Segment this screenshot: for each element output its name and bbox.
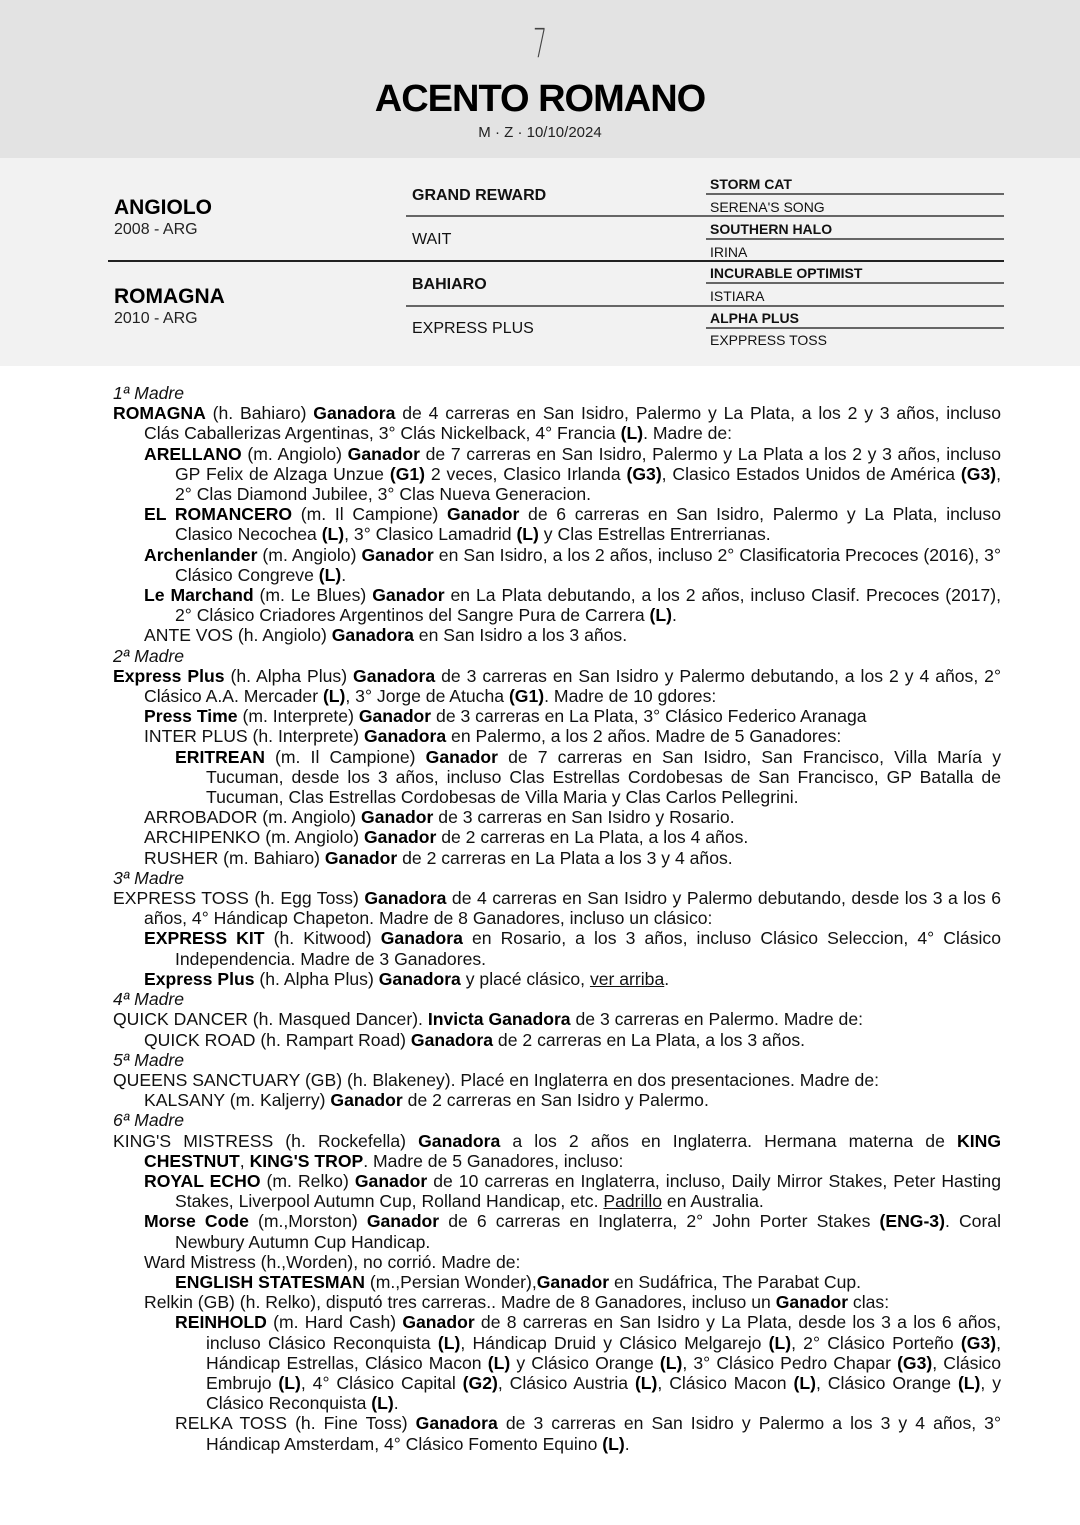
text: RUSHER (m. Bahiaro) [144,847,325,868]
bold-text: Ganador [330,1090,403,1111]
text: , 3° Jorge de Atucha [345,686,509,707]
text: QUICK DANCER (h. Masqued Dancer). [113,1009,428,1030]
text: . [393,1393,399,1414]
cross-reference-link[interactable]: ver arriba [589,968,665,989]
generation-label: 6ª Madre [113,1110,185,1131]
bold-text: (L) [437,1332,461,1353]
text: de 4 carreras en San Isidro, Palermo y La Plata, a los 2 y 3 años, incluso Clás Caballerizas Argentinas, 3° Clás Nickelback, 4° Francia [144,403,1002,444]
generation-label: 4ª Madre [113,989,185,1010]
bold-text: Ganador [366,1211,440,1232]
great-grandparent-2: SERENA'S SONG [710,199,825,215]
bold-text: (L) [516,524,539,545]
bold-text: ARELLANO [144,443,242,464]
bold-text: Ganador [361,544,434,565]
text: en Sudáfrica, The Parabat Cup. [609,1271,862,1292]
bold-text: Express Plus [113,665,225,686]
grandparent-dam-sire: BAHIARO [412,276,487,293]
dam-cell [114,285,225,329]
family-entry [113,969,1001,989]
bold-text: ERITREAN [175,746,265,767]
text: (m. Relko) [260,1170,355,1191]
bold-text: Morse Code [144,1211,249,1232]
text: INTER PLUS (h. Interprete) [144,726,364,747]
text: de 2 carreras en La Plata, a los 3 años. [493,1029,806,1050]
family-entry [113,1090,1001,1110]
bold-text: Ganador [361,807,434,828]
bold-text: (G2) [462,1372,498,1393]
text: , 2° Clásico Porteño [791,1332,961,1353]
great-grandparent-1: STORM CAT [710,176,792,192]
text: . Coral Newbury Autumn Cup Handicap. [175,1211,1001,1252]
sire-info: 2008 - ARG [114,221,198,238]
family-entry [113,807,1001,827]
bold-text: (L) [321,524,345,545]
bold-text: (L) [649,605,672,626]
text: , [239,1150,250,1171]
bold-text: Ganadora [364,726,447,747]
family-entry [113,1272,1001,1292]
dam-name: ROMAGNA [114,285,225,308]
text: , 3° Clásico Pedro Chapar [682,1352,898,1373]
bold-text: Express Plus [144,968,255,989]
bold-text: Archenlander [144,544,258,565]
bold-text: (L) [318,564,342,585]
text: (m. Angiolo) [241,443,348,464]
bold-text: Ganador [354,1170,428,1191]
great-grandparent-6: ISTIARA [710,288,765,304]
text: 2 veces, Clasico Irlanda [425,463,627,484]
great-grandparent-5: INCURABLE OPTIMIST [710,265,863,281]
text: y placé clásico, [460,968,590,989]
bold-text: Ganador [425,746,498,767]
bold-text: Invicta Ganadora [427,1009,571,1030]
divider-gp-2 [406,305,1004,307]
catalog-header [0,0,1080,158]
bold-text: (L) [793,1372,816,1393]
family-entry [113,504,1001,544]
great-grandparent-4: IRINA [710,244,748,260]
text: en San Isidro a los 3 años. [413,625,628,646]
grandparent-sire-dam: WAIT [412,231,452,248]
grandparent-dam-dam: EXPRESS PLUS [412,320,534,337]
bold-text: (G3) [960,463,997,484]
bold-text: ROMAGNA [113,403,206,424]
family-entry [113,1171,1001,1211]
text: de 6 carreras en San Isidro, Palermo y La Plata, incluso Clasico Necochea [175,504,1001,545]
divider-ggp-3 [706,282,1004,284]
generation-label: 3ª Madre [113,867,185,888]
text: QUEENS SANCTUARY (GB) (h. Blakeney). Placé en Inglaterra en dos presentaciones. Madre de: [113,1069,880,1090]
text: ARROBADOR (m. Angiolo) [144,807,362,828]
bold-text: Ganador [324,847,398,868]
family-entry [113,928,1001,968]
bold-text: Ganadora [418,1130,501,1151]
bold-text: (L) [371,1393,394,1414]
divider-gp-1 [406,215,1004,217]
family-entry [113,403,1001,443]
bold-text: Ganador [536,1271,610,1292]
bold-text: Ganadora [415,1413,498,1434]
text: a los 2 años en Inglaterra. Hermana materna de [500,1130,958,1151]
text: , 4° Clásico Capital [300,1372,463,1393]
text: (h. Bahiaro) [205,403,314,424]
grandparent-sire-sire: GRAND REWARD [412,187,547,204]
bold-text: (L) [602,1433,625,1454]
text: (m. Angiolo) [257,544,362,565]
bold-text: ENGLISH STATESMAN [175,1271,365,1292]
bold-text: Ganadora [380,928,463,949]
cross-reference-link[interactable]: Padrillo [603,1191,663,1212]
text: (m. Hard Cash) [266,1312,403,1333]
text: (m. Le Blues) [253,585,373,606]
dam-info: 2010 - ARG [114,310,198,327]
text: de 8 carreras en San Isidro y La Plata, desde los 3 a los 6 años, incluso Clásico Reconquista [206,1312,1001,1353]
bold-text: Ganador [447,504,520,525]
text: y Clas Estrellas Entrerrianas. [538,524,771,545]
text: , Clasico Estados Unidos de América [661,463,961,484]
generation-label: 1ª Madre [113,383,185,403]
family-entry [113,706,1001,726]
text: QUICK ROAD (h. Rampart Road) [144,1029,411,1050]
text: de 6 carreras en Inglaterra, 2° John Porter Stakes [439,1211,880,1232]
great-grandparent-7: ALPHA PLUS [710,310,799,326]
divider-sire-dam [108,260,1004,262]
text: (m. Interprete) [237,706,359,727]
text: de 10 carreras en Inglaterra, incluso, Daily Mirror Stakes, Peter Hasting Stakes, Liverpool Autumn Cup, Rolland Handicap, etc. [175,1170,1001,1212]
text: de 7 carreras en San Isidro, San Francisco, Villa María y Tucuman, desde los 3 años, incluso Clas Estrellas Cordobesas de San Francisco, GP Batalla de Tucuman, Clas Estrellas Cordobesas de Villa Maria y Clas Carlos Pellegrini. [206,746,1001,808]
family-entry [113,1292,1001,1312]
text: . Madre de: [643,423,733,444]
divider-ggp-2 [706,238,1004,240]
family-entry [113,1070,1001,1090]
bold-text: REINHOLD [175,1312,267,1333]
text: . Madre de 5 Ganadores, incluso: [363,1150,624,1171]
family-entry [113,625,1001,645]
family-entry [113,585,1001,625]
bold-text: Ganadora [364,888,447,909]
text: , Hándicap Estrellas, Clásico Macon [206,1332,1001,1373]
family-entry [113,545,1001,585]
family-entry [113,747,1001,808]
bold-text: Press Time [144,706,238,727]
bold-text: Ganador [402,1312,475,1333]
family-entry [113,1211,1001,1251]
bold-text: (L) [620,423,644,444]
text: EXPRESS TOSS (h. Egg Toss) [113,888,365,909]
text: de 3 carreras en San Isidro y Palermo a los 3 y 4 años, 3° Hándicap Amsterdam, 4° Clásico Fomento Equino [206,1413,1001,1454]
divider-ggp-4 [706,327,1004,329]
text: de 4 carreras en San Isidro y Palermo debutando, desde los 3 a los 6 años, 4° Hándicap Chapeton. Madre de 8 Ganadores, incluso un clásico: [144,888,1001,929]
text: ARCHIPENKO (m. Angiolo) [144,827,364,848]
pedigree-table [0,158,1080,366]
bold-text: Ganador [775,1292,849,1313]
text: KALSANY (m. Kaljerry) [144,1090,331,1111]
text: en La Plata debutando, a los 2 años, incluso Clasif. Precoces (2017), 2° Clásico Criadores Argentinos del Sangre Pura de Carrera [175,585,1001,626]
text: clas: [848,1292,890,1313]
text: KING'S MISTRESS (h. Rockefella) [113,1130,419,1151]
text: en San Isidro, a los 2 años, incluso 2° Clasificatoria Precoces (2016), 3° Clásico Congreve [175,544,1001,585]
text: en Rosario, a los 3 años, incluso Clásico Seleccion, 4° Clásico Independencia. Madre de 3 Ganadores. [175,928,1001,969]
bold-text: (L) [278,1372,301,1393]
text: , Clásico Macon [657,1372,794,1393]
text: Relkin (GB) (h. Relko), disputó tres carreras.. Madre de 8 Ganadores, incluso un [144,1292,776,1313]
text: , Clásico Embrujo [206,1352,1001,1393]
generation-label: 2ª Madre [113,645,185,666]
bold-text: (G1) [389,463,426,484]
family-entry [113,444,1001,505]
family-entry [113,1131,1001,1171]
family-entry [113,726,1001,746]
text: (m.,Persian Wonder), [364,1271,537,1292]
sire-cell [114,196,212,240]
bold-text: KING'S TROP [249,1150,364,1171]
bold-text: (L) [957,1372,981,1393]
family-entry [113,1009,1001,1029]
sire-name: ANGIOLO [114,196,212,219]
bold-text: Ganador [363,827,437,848]
text: de 2 carreras en San Isidro y Palermo. [402,1090,709,1111]
text: Ward Mistress (h.,Worden), no corrió. Madre de: [144,1251,521,1272]
bold-text: Ganador [372,585,445,606]
text: y Clásico Orange [510,1352,660,1373]
bold-text: (ENG-3) [879,1211,945,1232]
bold-text: Ganadora [331,625,414,646]
bold-text: Ganadora [353,665,436,686]
bold-text: ROYAL ECHO [144,1170,261,1191]
text: en Australia. [662,1191,764,1212]
bold-text: EXPRESS KIT [144,928,265,949]
bold-text: Ganador [347,443,420,464]
bold-text: (L) [322,686,346,707]
bold-text: (L) [659,1352,683,1373]
bold-text: Le Marchand [144,585,254,606]
bold-text: EL ROMANCERO [144,504,293,525]
bold-text: (G3) [626,463,662,484]
text: (m. Il Campione) [264,746,426,767]
horse-name: ACENTO ROMANO [374,78,706,120]
text: de 2 carreras en La Plata, a los 4 años. [436,827,749,848]
bold-text: (L) [487,1352,511,1373]
text: RELKA TOSS (h. Fine Toss) [175,1413,416,1434]
lot-number: 7 [532,21,547,67]
bold-text: (L) [768,1332,792,1353]
text: ANTE VOS (h. Angiolo) [144,625,332,646]
text: de 3 carreras en La Plata, 3° Clásico Federico Aranaga [431,706,867,727]
text: , 2° Clas Diamond Jubilee, 3° Clas Nueva Generacion. [175,463,1001,505]
text: , 3° Clasico Lamadrid [344,524,517,545]
text: de 3 carreras en Palermo. Madre de: [570,1009,863,1030]
horse-meta: M · Z · 10/10/2024 [478,124,602,141]
text: (m. Il Campione) [292,504,448,525]
text: , y Clásico Reconquista [206,1372,1001,1414]
bold-text: Ganador [358,706,432,727]
text: (h. Alpha Plus) [224,665,354,686]
text: de 3 carreras en San Isidro y Palermo debutando, a los 2 y 4 años, 2° Clásico A.A. Mercader [144,665,1001,707]
family-entry [113,1252,1001,1272]
family-entry [113,1413,1001,1453]
text: (h. Alpha Plus) [254,968,379,989]
text: , Clásico Orange [815,1372,958,1393]
text: (m.,Morston) [248,1211,367,1232]
text: , Clásico Austria [497,1372,635,1393]
family-entry [113,666,1001,706]
text: . [671,605,677,626]
family-entry [113,1030,1001,1050]
bold-text: (G3) [960,1332,997,1353]
bold-text: (L) [634,1372,658,1393]
text: . [624,1433,630,1454]
text: de 2 carreras en La Plata a los 3 y 4 años. [397,847,733,868]
maternal-family-text [113,383,1001,1454]
family-entry [113,848,1001,868]
text: en Palermo, a los 2 años. Madre de 5 Ganadores: [446,726,842,747]
bold-text: Ganadora [378,968,461,989]
text: . [341,564,347,585]
great-grandparent-3: SOUTHERN HALO [710,221,833,237]
bold-text: (G3) [897,1352,933,1373]
bold-text: Ganadora [410,1029,494,1050]
text: (h. Kitwood) [264,928,381,949]
family-entry [113,827,1001,847]
great-grandparent-8: EXPPRESS TOSS [710,332,827,348]
family-entry [113,888,1001,928]
divider-ggp-1 [706,193,1004,195]
bold-text: (G1) [508,686,545,707]
text: de 7 carreras en San Isidro, Palermo y La Plata a los 2 y 3 años, incluso GP Felix de Alzaga Unzue [175,443,1001,484]
bold-text: Ganadora [313,403,396,424]
bold-text: KING CHESTNUT [144,1130,1001,1171]
generation-label: 5ª Madre [113,1049,185,1070]
text: de 3 carreras en San Isidro y Rosario. [433,807,735,828]
family-entry [113,1312,1001,1413]
text: . [664,968,670,989]
text: , Hándicap Druid y Clásico Melgarejo [460,1332,769,1353]
text: . Madre de 10 gdores: [544,686,717,707]
